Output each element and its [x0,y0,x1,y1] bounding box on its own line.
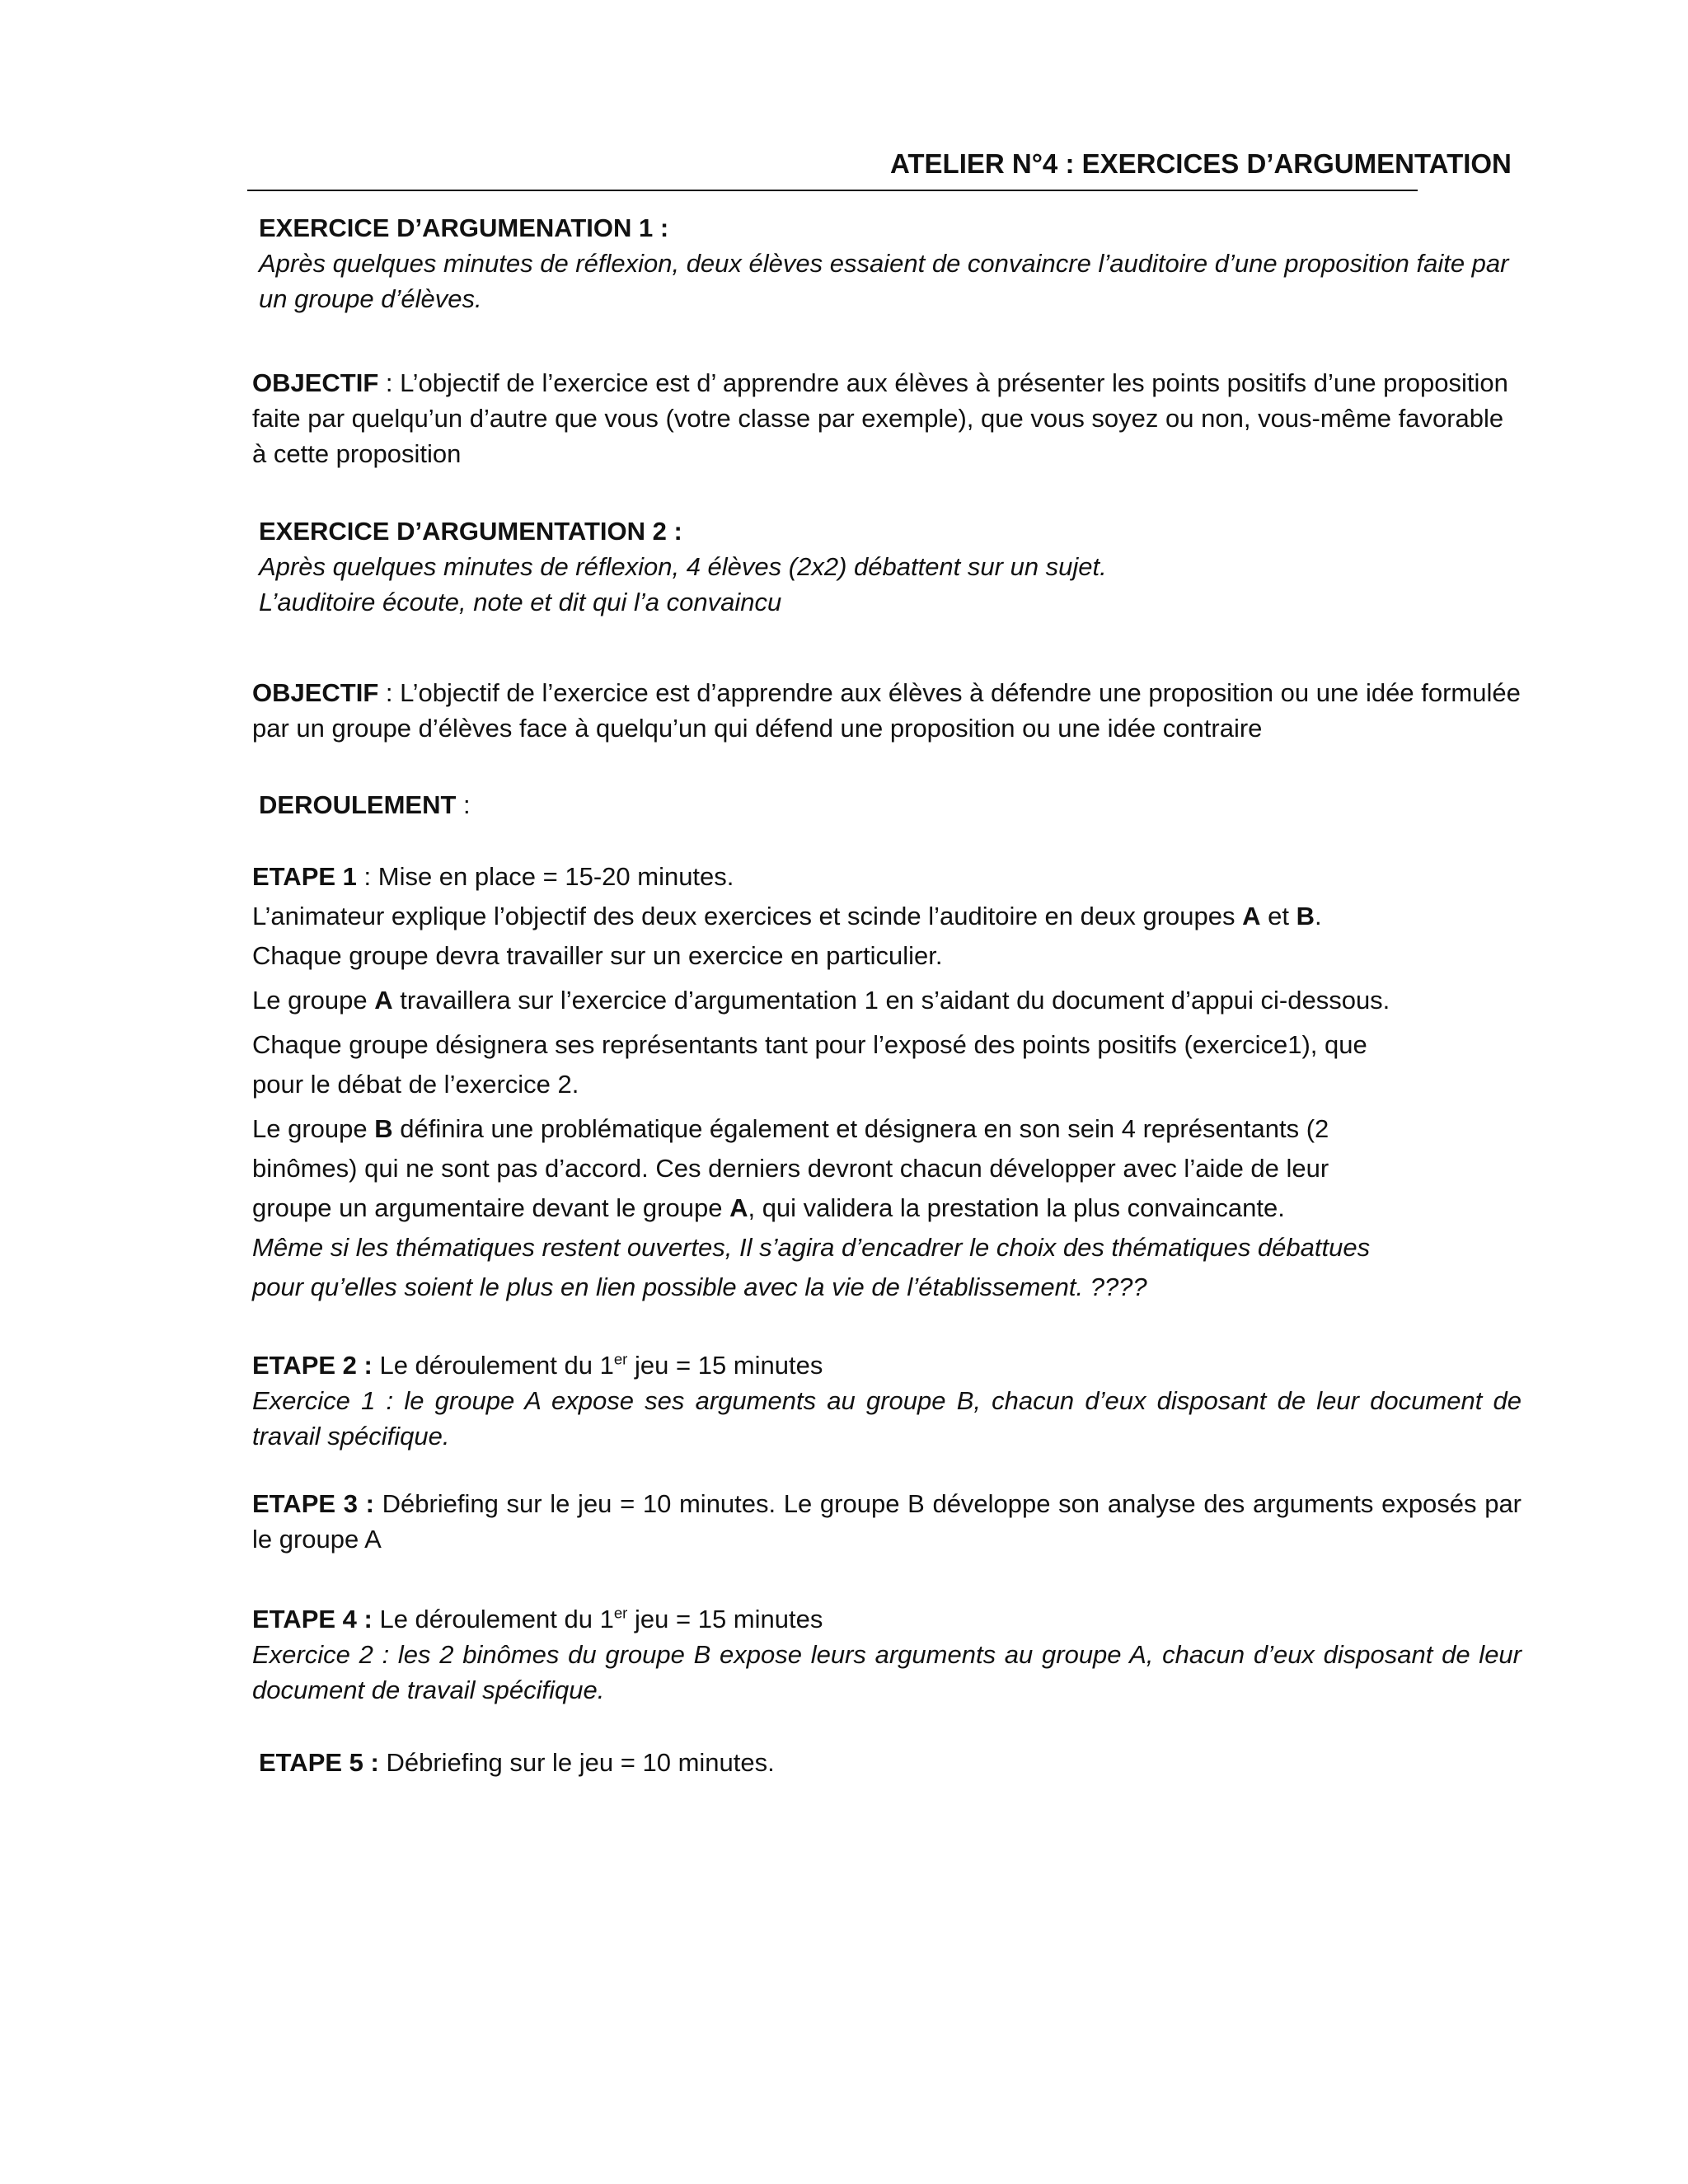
group-a-label: A [374,986,393,1015]
deroulement-section [259,788,1528,823]
etape-2-section [252,1348,1522,1454]
etape-2-text: Le déroulement du 1 [372,1351,614,1380]
etape-1-p1-conj: et [1260,902,1296,930]
etape-1-paragraph-5-line-3 [252,1188,1522,1228]
etape-1-text: : Mise en place = 15-20 minutes. [356,862,734,891]
etape-1-label: ETAPE 1 [252,862,357,891]
group-b-label: B [374,1114,393,1143]
etape-1-paragraph-5-line-2: binômes) qui ne sont pas d’accord. Ces derniers devront chacun développer avec l’aide de leur [252,1154,1329,1183]
etape-1-p3-text: Le groupe [252,986,375,1015]
etape-1-paragraph-1 [252,897,1522,936]
etape-1-paragraph-2: Chaque groupe devra travailler sur un exercice en particulier. [252,941,943,970]
etape-4-superscript: er [613,1604,628,1622]
objective-2-section [252,676,1522,747]
objective-1-text: : L’objectif de l’exercice est d’ apprendre aux élèves à présenter les points positifs d’une proposition faite par quelqu’un d’autre que vous (votre classe par exemple), que vous soyez ou non, vous-même favorable à cette proposition [252,368,1508,468]
etape-3-label: ETAPE 3 : [252,1489,374,1518]
etape-5-paragraph [259,1746,1528,1781]
deroulement-heading [259,788,1528,823]
etape-5-text: Débriefing sur le jeu = 10 minutes. [378,1748,775,1777]
etape-1-paragraph-4-line-2: pour le débat de l’exercice 2. [252,1070,579,1099]
etape-3-text: Débriefing sur le jeu = 10 minutes. Le groupe B développe son analyse des arguments exposés par le groupe A [252,1489,1522,1554]
etape-1-p1-text: L’animateur explique l’objectif des deux exercices et scinde l’auditoire en deux groupes [252,902,1243,930]
etape-1-paragraph-6-line-1: Même si les thématiques restent ouvertes, Il s’agira d’encadrer le choix des thématiques débattues [252,1233,1371,1262]
etape-5-section [259,1746,1528,1781]
objective-1-label: OBJECTIF [252,368,379,397]
deroulement-label: DEROULEMENT [259,790,457,819]
header-rule [247,190,1418,191]
objective-2-text: : L’objectif de l’exercice est d’apprendre aux élèves à défendre une proposition ou une idée formulée par un groupe d’élèves face à quelqu’un qui défend une proposition ou une idée contraire [252,678,1521,743]
etape-3-paragraph [252,1487,1522,1558]
exercise-1-heading: EXERCICE D’ARGUMENATION 1 : [259,213,669,242]
etape-2-superscript: er [613,1350,628,1368]
etape-1-paragraph-5-line-1 [252,1109,1522,1149]
etape-1-paragraph-6-line-2: pour qu’elles soient le plus en lien possible avec la vie de l’établissement. ???? [252,1272,1147,1301]
etape-4-text: Le déroulement du 1 [372,1605,614,1633]
objective-2-label: OBJECTIF [252,678,379,707]
exercise-1-section [259,211,1528,316]
etape-1-p5-line-3-text: groupe un argumentaire devant le groupe [252,1193,730,1222]
etape-1-p1-end: . [1315,902,1322,930]
etape-2-detail: Exercice 1 : le groupe A expose ses arguments au groupe B, chacun d’eux disposant de leur document de travail spécifique. [252,1385,1522,1451]
objective-1-section [252,366,1522,471]
etape-1-paragraph-3 [252,981,1522,1020]
group-b-label: B [1296,902,1315,930]
etape-3-section [252,1487,1522,1558]
exercise-2-line-1: Après quelques minutes de réflexion, 4 élèves (2x2) débattent sur un sujet. [259,551,1107,581]
exercise-2-line-2: L’auditoire écoute, note et dit qui l’a convaincu [259,587,782,616]
exercise-2-section [259,514,1528,620]
etape-4-section [252,1602,1522,1708]
etape-4-detail: Exercice 2 : les 2 binômes du groupe B expose leurs arguments au groupe A, chacun d’eux disposant de leur document de travail spécifique. [252,1639,1522,1704]
objective-1-paragraph [252,366,1522,471]
etape-2-heading [252,1348,1522,1384]
etape-2-label: ETAPE 2 : [252,1351,373,1380]
exercise-2-heading: EXERCICE D’ARGUMENTATION 2 : [259,517,682,546]
etape-1-p3-rest: travaillera sur l’exercice d’argumentation 1 en s’aidant du document d’appui ci-dessous. [392,986,1390,1015]
etape-1-p5-line-3-rest: , qui validera la prestation la plus convaincante. [748,1193,1285,1222]
etape-1-p5-text: Le groupe [252,1114,375,1143]
group-a-label: A [729,1193,748,1222]
objective-2-paragraph [252,676,1522,747]
deroulement-suffix: : [456,790,471,819]
etape-2-text-end: jeu = 15 minutes [627,1351,823,1380]
page-title: ATELIER N°4 : EXERCICES D’ARGUMENTATION [890,148,1512,179]
etape-1-paragraph-4-line-1: Chaque groupe désignera ses représentants tant pour l’exposé des points positifs (exercice1), que [252,1030,1367,1059]
exercise-1-intro: Après quelques minutes de réflexion, deux élèves essaient de convaincre l’auditoire d’une proposition faite par un groupe d’élèves. [259,248,1509,313]
etape-1-p5-rest: définira une problématique également et désignera en son sein 4 représentants (2 [392,1114,1329,1143]
etape-4-text-end: jeu = 15 minutes [627,1605,823,1633]
etape-4-label: ETAPE 4 : [252,1605,373,1633]
etape-4-heading [252,1602,1522,1638]
etape-1-heading [252,857,1522,897]
group-a-label: A [1242,902,1261,930]
etape-5-label: ETAPE 5 : [259,1748,379,1777]
etape-1-section [252,857,1522,1307]
